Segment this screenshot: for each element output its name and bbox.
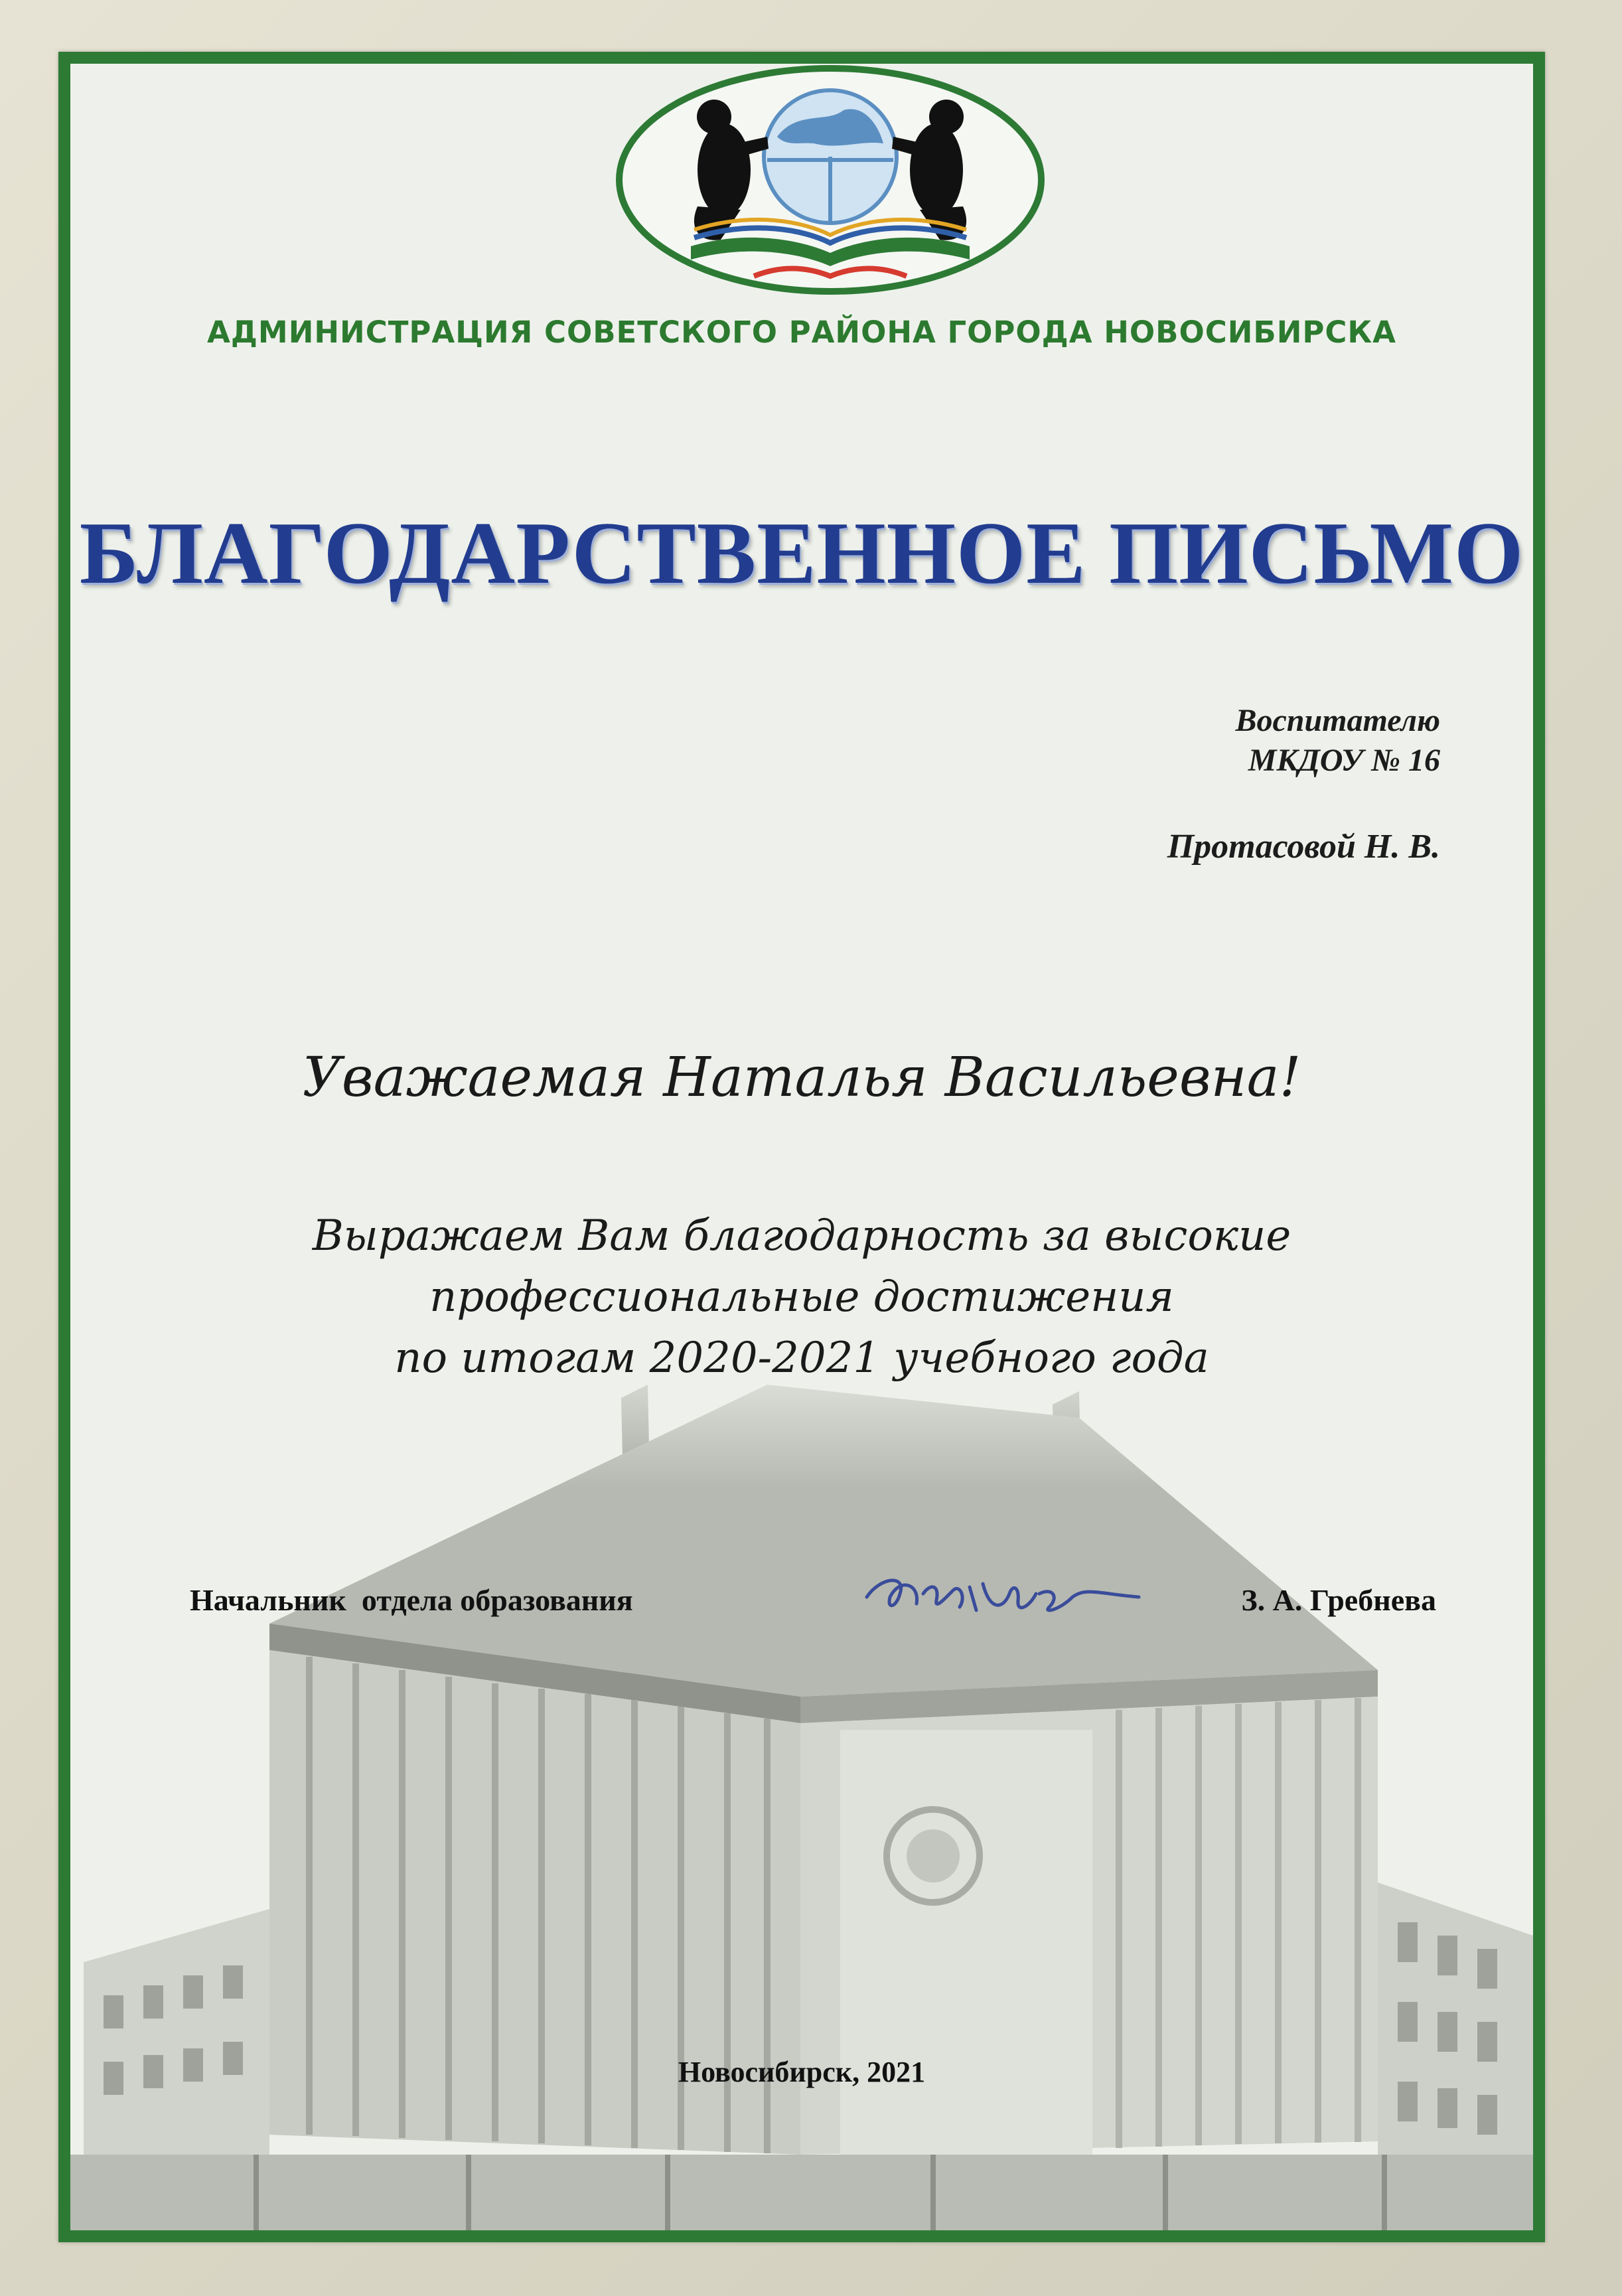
coat-of-arms-icon bbox=[615, 64, 1046, 303]
certificate-frame bbox=[58, 52, 1545, 2242]
body-text bbox=[70, 1205, 1533, 1389]
recipient-position-line: Воспитателю bbox=[1235, 703, 1440, 738]
recipient-organization-line: МКДОУ № 16 bbox=[1248, 743, 1440, 778]
handwritten-signature bbox=[860, 1557, 1152, 1637]
document-title: БЛАГОДАРСТВЕННОЕ ПИСЬМО bbox=[79, 504, 1524, 602]
body-line: по итогам 2020-2021 учебного года bbox=[394, 1334, 1209, 1383]
signatory-name: З. А. Гребнева bbox=[1241, 1583, 1436, 1617]
recipient-position bbox=[976, 701, 1440, 781]
building-illustration bbox=[70, 1325, 1533, 2230]
certificate-body bbox=[70, 64, 1533, 2230]
body-line: профессиональные достижения bbox=[429, 1272, 1174, 1322]
signature-block bbox=[70, 1551, 1533, 1630]
body-line: Выражаем Вам благодарность за высокие bbox=[312, 1211, 1291, 1261]
greeting: Уважаемая Наталья Васильевна! bbox=[302, 1046, 1301, 1109]
signatory-position: Начальник отдела образования bbox=[190, 1583, 633, 1617]
recipient-name: Протасовой Н. В. bbox=[1167, 828, 1440, 866]
city-and-year: Новосибирск, 2021 bbox=[678, 2056, 926, 2088]
organization-header: АДМИНИСТРАЦИЯ СОВЕТСКОГО РАЙОНА ГОРОДА НОВОСИБИРСКА bbox=[207, 315, 1396, 350]
